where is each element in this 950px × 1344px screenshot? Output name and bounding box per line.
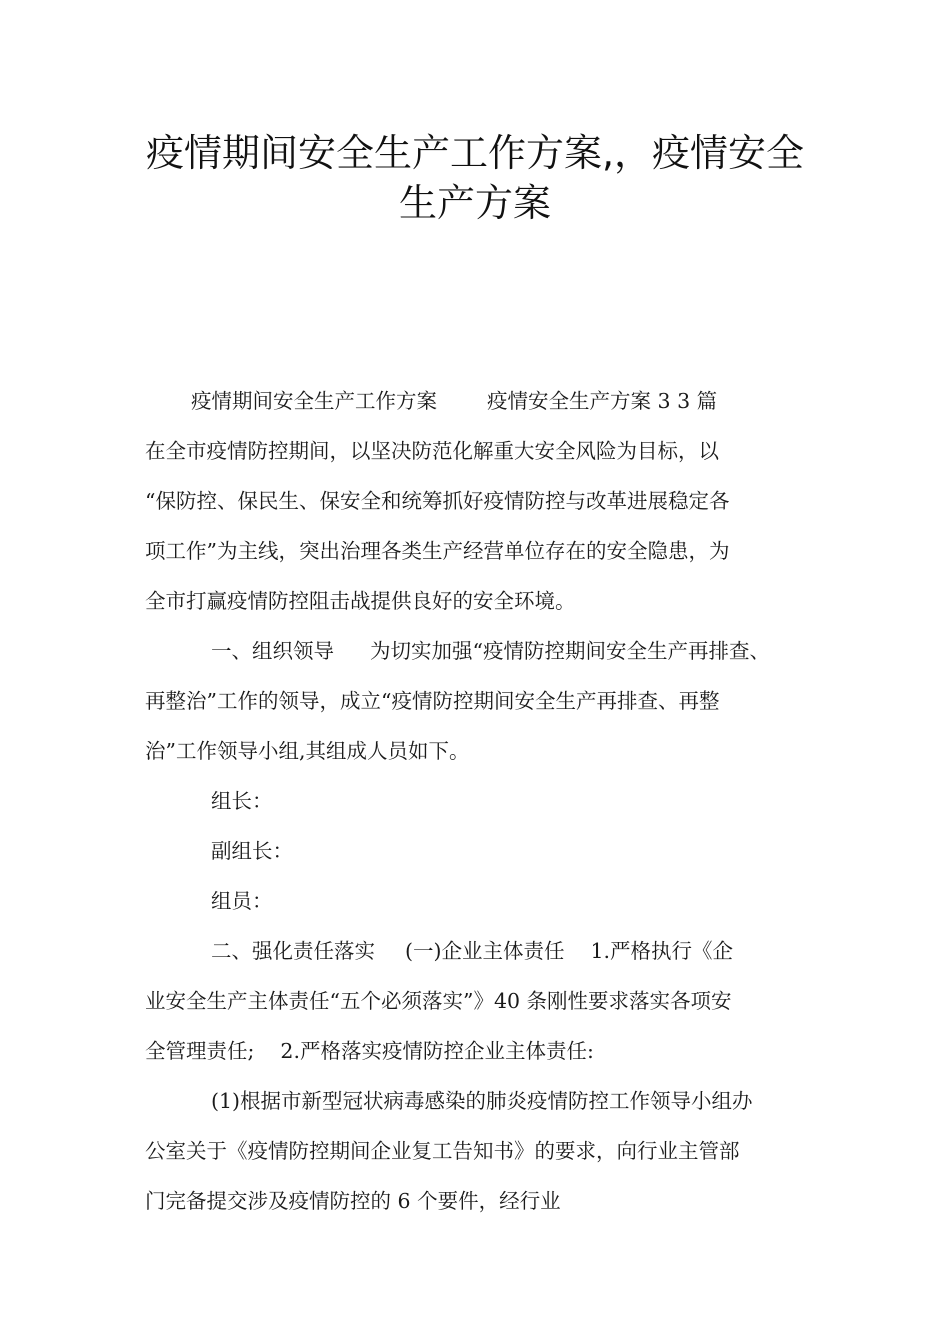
text-span: 全管理责任; bbox=[145, 1039, 255, 1063]
paragraph-line: 全市打赢疫情防控阻击战提供良好的安全环境。 bbox=[145, 589, 576, 613]
paragraph-line: (1)根据市新型冠状病毒感染的肺炎疫情防控工作领导小组办 bbox=[211, 1089, 753, 1113]
text-span: 疫情安全生产方案 3 3 篇 bbox=[487, 389, 718, 413]
paragraph-responsibility bbox=[145, 926, 813, 1076]
paragraph-intro bbox=[145, 376, 813, 626]
deputy-leader-line: 副组长： bbox=[211, 839, 293, 863]
paragraph-line bbox=[145, 1026, 813, 1076]
paragraph-line: 业安全生产主体责任“五个必须落实”》40 条刚性要求落实各项安 bbox=[145, 989, 732, 1013]
paragraph-line: 再整治”工作的领导，成立“疫情防控期间安全生产再排查、再整 bbox=[145, 689, 720, 713]
paragraph-organization bbox=[145, 626, 813, 776]
document-body bbox=[145, 376, 813, 1226]
title-line-1: 疫情期间安全生产工作方案,，疫情安全 bbox=[145, 131, 805, 175]
paragraph-line: 在全市疫情防控期间，以坚决防范化解重大安全风险为目标，以 bbox=[145, 439, 719, 463]
subsection-heading: (一)企业主体责任 bbox=[405, 939, 565, 963]
paragraph-line bbox=[145, 926, 813, 976]
paragraph-line bbox=[145, 626, 813, 676]
paragraph-requirements bbox=[145, 1076, 813, 1226]
paragraph-line: 门完备提交涉及疫情防控的 6 个要件，经行业 bbox=[145, 1189, 561, 1213]
text-span: 2.严格落实疫情防控企业主体责任: bbox=[280, 1039, 594, 1063]
text-span: 为切实加强“疫情防控期间安全生产再排查、 bbox=[370, 639, 770, 663]
paragraph-line: “保防控、保民生、保安全和统筹抓好疫情防控与改革进展稳定各 bbox=[145, 489, 730, 513]
paragraph-line: 治”工作领导小组,其组成人员如下。 bbox=[145, 739, 470, 763]
text-span: 1.严格执行《企 bbox=[590, 939, 734, 963]
section-heading: 二、强化责任落实 bbox=[211, 939, 375, 963]
title-line-2: 生产方案 bbox=[398, 181, 551, 225]
text-span: 疫情期间安全生产工作方案 bbox=[191, 389, 437, 413]
paragraph-line bbox=[145, 376, 813, 426]
paragraph-line: 项工作”为主线，突出治理各类生产经营单位存在的安全隐患，为 bbox=[145, 539, 730, 563]
members-line: 组员： bbox=[211, 889, 273, 913]
leader-line: 组长： bbox=[211, 789, 273, 813]
document-title bbox=[80, 128, 870, 228]
section-heading: 一、组织领导 bbox=[211, 639, 334, 663]
paragraph-line: 公室关于《疫情防控期间企业复工告知书》的要求，向行业主管部 bbox=[145, 1139, 740, 1163]
